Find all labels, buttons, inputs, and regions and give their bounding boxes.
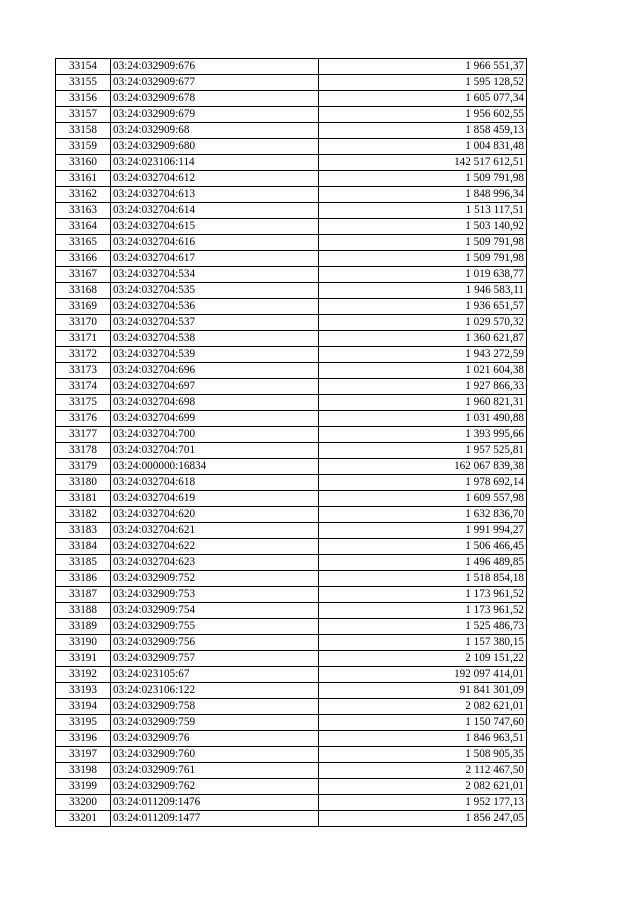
cadastral-number-cell: 03:24:032909:760 [111,747,319,763]
row-number-cell: 33182 [56,507,111,523]
table-row [56,75,527,91]
table-row [56,331,527,347]
value-cell: 1 946 583,11 [319,283,527,299]
table-row [56,603,527,619]
value-cell: 1 506 466,45 [319,539,527,555]
cadastral-number-cell: 03:24:032909:678 [111,91,319,107]
cadastral-number-cell: 03:24:032909:68 [111,123,319,139]
row-number-cell: 33159 [56,139,111,155]
table-row [56,779,527,795]
row-number-cell: 33179 [56,459,111,475]
value-cell: 1 496 489,85 [319,555,527,571]
value-cell: 1 943 272,59 [319,347,527,363]
table-row [56,235,527,251]
value-cell: 1 029 570,32 [319,315,527,331]
table-row [56,395,527,411]
table-row [56,795,527,811]
table-row [56,427,527,443]
table-row [56,811,527,827]
value-cell: 1 525 486,73 [319,619,527,635]
cadastral-number-cell: 03:24:032909:754 [111,603,319,619]
value-cell: 1 966 551,37 [319,59,527,75]
cadastral-number-cell: 03:24:000000:16834 [111,459,319,475]
value-cell: 1 991 994,27 [319,523,527,539]
row-number-cell: 33158 [56,123,111,139]
row-number-cell: 33196 [56,731,111,747]
cadastral-number-cell: 03:24:023106:122 [111,683,319,699]
cadastral-number-cell: 03:24:032704:539 [111,347,319,363]
row-number-cell: 33198 [56,763,111,779]
value-cell: 1 031 490,88 [319,411,527,427]
table-row [56,539,527,555]
table-row [56,299,527,315]
cadastral-number-cell: 03:24:023106:114 [111,155,319,171]
table-row [56,347,527,363]
row-number-cell: 33183 [56,523,111,539]
row-number-cell: 33154 [56,59,111,75]
cadastral-number-cell: 03:24:032704:534 [111,267,319,283]
row-number-cell: 33181 [56,491,111,507]
value-cell: 1 846 963,51 [319,731,527,747]
cadastral-number-cell: 03:24:032909:756 [111,635,319,651]
cadastral-number-cell: 03:24:032704:536 [111,299,319,315]
row-number-cell: 33163 [56,203,111,219]
table-row [56,555,527,571]
cadastral-number-cell: 03:24:011209:1476 [111,795,319,811]
row-number-cell: 33194 [56,699,111,715]
cadastral-number-cell: 03:24:032909:762 [111,779,319,795]
cadastral-number-cell: 03:24:032704:701 [111,443,319,459]
table-row [56,507,527,523]
value-cell: 162 067 839,38 [319,459,527,475]
table-row [56,187,527,203]
cadastral-number-cell: 03:24:032909:677 [111,75,319,91]
table-row [56,715,527,731]
row-number-cell: 33165 [56,235,111,251]
table-row [56,155,527,171]
table-row [56,635,527,651]
cadastral-number-cell: 03:24:032909:679 [111,107,319,123]
value-cell: 1 508 905,35 [319,747,527,763]
value-cell: 2 112 467,50 [319,763,527,779]
row-number-cell: 33184 [56,539,111,555]
value-cell: 1 605 077,34 [319,91,527,107]
row-number-cell: 33164 [56,219,111,235]
value-cell: 1 173 961,52 [319,587,527,603]
cadastral-number-cell: 03:24:032704:618 [111,475,319,491]
cadastral-number-cell: 03:24:032704:699 [111,411,319,427]
row-number-cell: 33175 [56,395,111,411]
value-cell: 1 021 604,38 [319,363,527,379]
value-cell: 1 513 117,51 [319,203,527,219]
value-cell: 1 609 557,98 [319,491,527,507]
cadastral-number-cell: 03:24:032909:755 [111,619,319,635]
table-row [56,267,527,283]
value-cell: 1 960 821,31 [319,395,527,411]
cadastral-number-cell: 03:24:032704:614 [111,203,319,219]
cadastral-number-cell: 03:24:032909:76 [111,731,319,747]
table-row [56,411,527,427]
row-number-cell: 33160 [56,155,111,171]
row-number-cell: 33155 [56,75,111,91]
table-row [56,203,527,219]
table-row [56,587,527,603]
table-row [56,363,527,379]
cadastral-number-cell: 03:24:032704:696 [111,363,319,379]
value-cell: 2 109 151,22 [319,651,527,667]
cadastral-number-cell: 03:24:032704:623 [111,555,319,571]
value-cell: 1 978 692,14 [319,475,527,491]
table-row [56,491,527,507]
cadastral-number-cell: 03:24:032909:761 [111,763,319,779]
value-cell: 1 957 525,81 [319,443,527,459]
row-number-cell: 33192 [56,667,111,683]
row-number-cell: 33173 [56,363,111,379]
table-row [56,379,527,395]
table-row [56,91,527,107]
value-cell: 1 952 177,13 [319,795,527,811]
row-number-cell: 33187 [56,587,111,603]
table-row [56,747,527,763]
value-cell: 91 841 301,09 [319,683,527,699]
table-row [56,315,527,331]
value-cell: 1 518 854,18 [319,571,527,587]
cadastral-number-cell: 03:24:032704:620 [111,507,319,523]
cadastral-number-cell: 03:24:032704:698 [111,395,319,411]
row-number-cell: 33197 [56,747,111,763]
table-body [56,59,527,827]
value-cell: 1 393 995,66 [319,427,527,443]
row-number-cell: 33191 [56,651,111,667]
cadastral-number-cell: 03:24:032704:700 [111,427,319,443]
value-cell: 2 082 621,01 [319,779,527,795]
cadastral-number-cell: 03:24:032909:676 [111,59,319,75]
row-number-cell: 33188 [56,603,111,619]
cadastral-number-cell: 03:24:032704:619 [111,491,319,507]
value-cell: 1 848 996,34 [319,187,527,203]
value-cell: 1 509 791,98 [319,235,527,251]
value-cell: 1 936 651,57 [319,299,527,315]
row-number-cell: 33161 [56,171,111,187]
value-cell: 1 509 791,98 [319,171,527,187]
value-cell: 1 503 140,92 [319,219,527,235]
row-number-cell: 33195 [56,715,111,731]
cadastral-number-cell: 03:24:032704:617 [111,251,319,267]
table-row [56,475,527,491]
row-number-cell: 33169 [56,299,111,315]
row-number-cell: 33176 [56,411,111,427]
row-number-cell: 33186 [56,571,111,587]
value-cell: 1 150 747,60 [319,715,527,731]
row-number-cell: 33180 [56,475,111,491]
value-cell: 1 019 638,77 [319,267,527,283]
row-number-cell: 33174 [56,379,111,395]
row-number-cell: 33200 [56,795,111,811]
value-cell: 2 082 621,01 [319,699,527,715]
row-number-cell: 33185 [56,555,111,571]
cadastral-number-cell: 03:24:032704:697 [111,379,319,395]
cadastral-number-cell: 03:24:032909:680 [111,139,319,155]
value-cell: 1 858 459,13 [319,123,527,139]
cadastral-number-cell: 03:24:032704:615 [111,219,319,235]
table-row [56,763,527,779]
table-row [56,107,527,123]
value-cell: 142 517 612,51 [319,155,527,171]
table-row [56,251,527,267]
row-number-cell: 33193 [56,683,111,699]
row-number-cell: 33171 [56,331,111,347]
value-cell: 1 004 831,48 [319,139,527,155]
cadastral-number-cell: 03:24:032704:616 [111,235,319,251]
value-cell: 1 956 602,55 [319,107,527,123]
row-number-cell: 33190 [56,635,111,651]
table-row [56,443,527,459]
row-number-cell: 33157 [56,107,111,123]
value-cell: 1 157 380,15 [319,635,527,651]
value-cell: 1 360 621,87 [319,331,527,347]
cadastral-number-cell: 03:24:032704:538 [111,331,319,347]
row-number-cell: 33167 [56,267,111,283]
table-row [56,571,527,587]
row-number-cell: 33189 [56,619,111,635]
value-cell: 1 927 866,33 [319,379,527,395]
table-row [56,283,527,299]
value-cell: 1 632 836,70 [319,507,527,523]
cadastral-number-cell: 03:24:011209:1477 [111,811,319,827]
row-number-cell: 33162 [56,187,111,203]
cadastral-number-cell: 03:24:032704:613 [111,187,319,203]
row-number-cell: 33178 [56,443,111,459]
value-cell: 1 173 961,52 [319,603,527,619]
cadastral-number-cell: 03:24:032909:757 [111,651,319,667]
cadastral-number-cell: 03:24:032909:758 [111,699,319,715]
data-table [55,58,527,827]
cadastral-number-cell: 03:24:032704:535 [111,283,319,299]
table-row [56,667,527,683]
row-number-cell: 33168 [56,283,111,299]
row-number-cell: 33170 [56,315,111,331]
row-number-cell: 33201 [56,811,111,827]
table-row [56,683,527,699]
row-number-cell: 33156 [56,91,111,107]
cadastral-number-cell: 03:24:032704:621 [111,523,319,539]
row-number-cell: 33172 [56,347,111,363]
table-row [56,699,527,715]
value-cell: 192 097 414,01 [319,667,527,683]
value-cell: 1 856 247,05 [319,811,527,827]
cadastral-number-cell: 03:24:032909:752 [111,571,319,587]
table-row [56,731,527,747]
cadastral-number-cell: 03:24:032704:612 [111,171,319,187]
table-row [56,619,527,635]
cadastral-number-cell: 03:24:032909:759 [111,715,319,731]
table-row [56,651,527,667]
table-row [56,459,527,475]
row-number-cell: 33177 [56,427,111,443]
table-row [56,123,527,139]
table-row [56,219,527,235]
cadastral-number-cell: 03:24:023105:67 [111,667,319,683]
table-row [56,171,527,187]
cadastral-number-cell: 03:24:032704:537 [111,315,319,331]
value-cell: 1 595 128,52 [319,75,527,91]
row-number-cell: 33199 [56,779,111,795]
table-row [56,139,527,155]
value-cell: 1 509 791,98 [319,251,527,267]
row-number-cell: 33166 [56,251,111,267]
table-row [56,59,527,75]
cadastral-number-cell: 03:24:032704:622 [111,539,319,555]
cadastral-number-cell: 03:24:032909:753 [111,587,319,603]
table-row [56,523,527,539]
